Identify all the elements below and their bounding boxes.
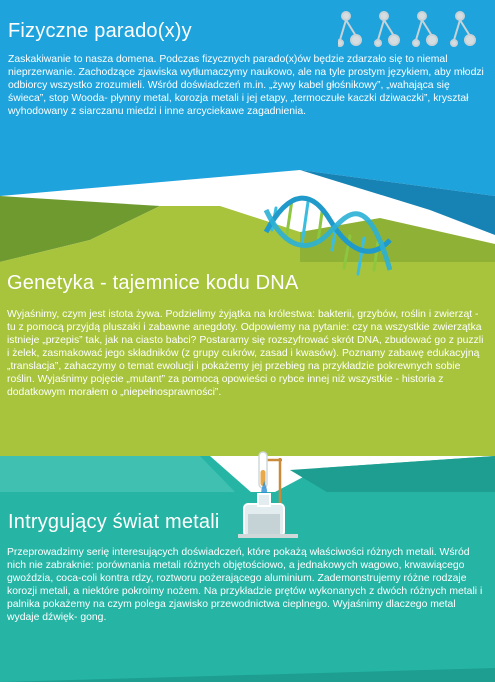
- metals-banner-left-facet: [0, 456, 235, 492]
- physics-description: Zaskakiwanie to nasza domena. Podczas fizycznych parado(x)ów będzie zdarzało się to niemal nieprzerwanie. Zachodzące zjawiska wytłumaczymy naukowo, ale na tyle prostym językiem, aby młodzi odbiorcy wszystko zrozumieli. Wśród doświadczeń m.in. „żywy kabel głośnikowy”, „wahająca się świeca”, stop Wooda- płynny metal, korozja metali i jej etapy, „termoczułe kaczki dziwaczki”, kryształ wyhodowany z siarczanu miedzi i inne arcyciekawe zagadnienia.: [8, 54, 484, 117]
- metals-description: Przeprowadzimy serię interesujących doświadczeń, które pokażą właściwości różnych metali. Wśród nich nie zabraknie: porównania metali różnych objętościowo, a jednakowych wagowo, krwawiącego gwoździa, coca-coli kontra rdzy, roztworu pożerającego aluminium. Zademonstrujemy różne rodzaje korozji metali, a niektóre pokroimy nożem. Na przykładzie prętów wykonanych z dwóch różnych metali i palnika pokażemy na czym polega zjawisko przewodnictwa cieplnego. Wyjaśnimy dlaczego metal wydaje dźwięk- gong.: [7, 547, 483, 623]
- newtons-cradle-icon: [338, 10, 488, 50]
- genetics-description: Wyjaśnimy, czym jest istota żywa. Podzielimy żyjątka na królestwa: bakterii, grzybów, roślin i zwierząt - tu z pomocą przyjdą pluszaki i zabawne anegdoty. Odpowiemy na pytanie: czy na wszystkie zwierzątka istnieje „przepis” tak, jak na ciasto babci? Postaramy się rozszyfrować skrót DNA, zbudować go z puzzli i żelek, zasmakować jego składników (z grupy cukrów, zasad i kwasów). Poznamy zabawę edukacyjną „translacja”, zahaczymy o temat ewolucji i pokażemy jej przebieg na przykładzie pokrewnych sobie roślin. Wyjaśnimy pojęcie „mutant” za pomocą opowieści o rybce innej niż wszystkie - historia z dodatkowym morałem o „niepełnosprawności”.: [7, 309, 484, 398]
- lab-burner-icon: [236, 450, 302, 540]
- metals-title: Intrygujący świat metali: [8, 511, 220, 533]
- genetics-title: Genetyka - tajemnice kodu DNA: [7, 272, 299, 294]
- physics-title: Fizyczne parado(x)y: [8, 20, 192, 42]
